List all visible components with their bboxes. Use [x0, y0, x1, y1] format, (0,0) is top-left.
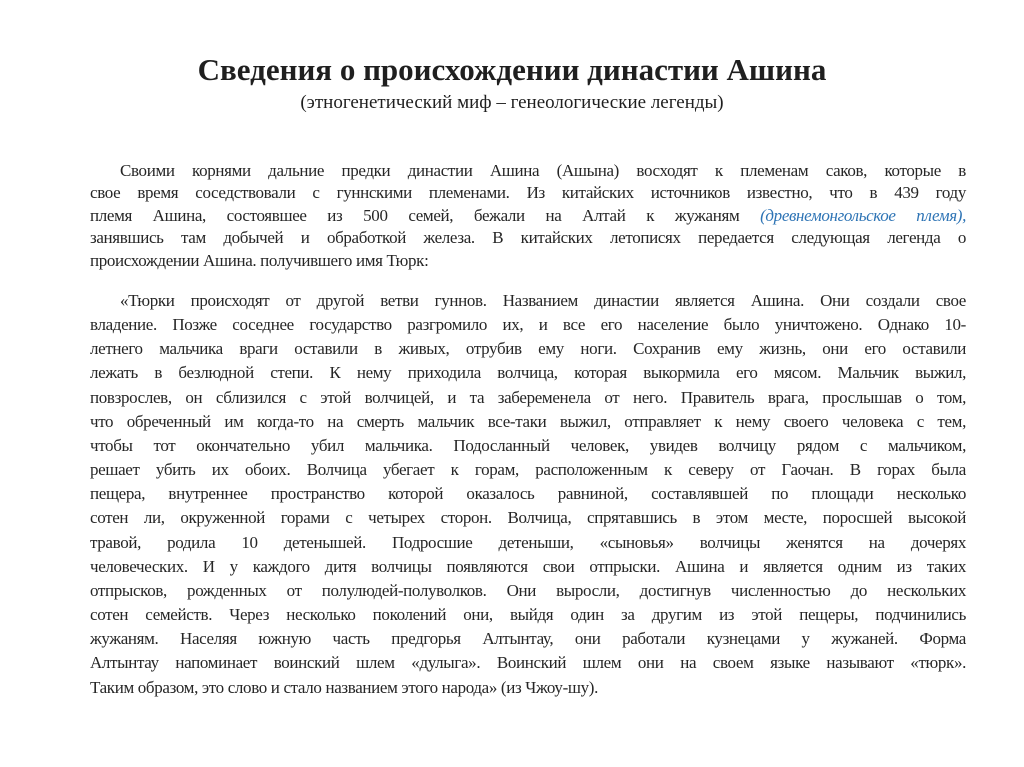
text-line: владение. Позже соседнее государство разгромило их, и все его население было уничтожено. Однако 10- — [90, 315, 966, 335]
text-line: «Тюрки происходят от другой ветви гуннов. Названием династии является Ашина. Они создали свое — [120, 291, 966, 310]
text-line: происхождении Ашина. получившего имя Тюрк: — [90, 250, 429, 270]
legend-quote-paragraph — [90, 289, 966, 700]
text-line: пещера, внутреннее пространство которой оказалось равниной, составлявшей по площади несколько — [90, 484, 966, 504]
text-line: что обреченный им когда-то на смерть мальчик все-таки выжил, отправляет к нему своего человека с тем, — [90, 411, 966, 431]
text-line: летнего мальчика враги оставили в живых, отрубив ему ноги. Сохранив ему жизнь, они его оставили — [90, 339, 966, 359]
text-line: свое время соседствовали с гуннскими племенами. Из китайских источников известно, что в 439 году — [90, 183, 966, 203]
text-line: лежать в безлюдной степи. К нему приходила волчица, которая выкормила его мясом. Мальчик выжил, — [90, 363, 966, 383]
text-line: сотен ли, окруженной горами с четырех сторон. Волчица, спрятавшись в этом месте, поросшей высокой — [90, 508, 966, 528]
text-line: человеческих. И у каждого дитя волчицы появляются свои отпрыски. Ашина и является одним из таких — [90, 556, 966, 576]
slide-subtitle: (этногенетический миф – генеологические легенды) — [300, 92, 724, 113]
text-line: жужаням. Населяя южную часть предгорья Алтынтау, они работали кузнецами у жужаней. Форма — [90, 629, 966, 649]
text-line: Алтынтау напоминает воинский шлем «дулыга». Воинский шлем они на своем языке называют «тюрк». — [90, 653, 966, 673]
text-segment: племя Ашина, состоявшее из 500 семей, бежали на Алтай к жужаням — [90, 205, 740, 225]
text-line: травой, родила 10 детенышей. Подросшие детеныши, «сыновья» волчицы женятся на дочерях — [90, 532, 966, 552]
highlighted-note: (древнемонгольское племя), — [760, 205, 966, 225]
text-line: сотен семейств. Через несколько поколений они, выйдя один за другим из этой пещеры, подчинились — [90, 605, 966, 625]
text-line — [90, 205, 966, 227]
text-line: занявшись там добычей и обработкой железа. В китайских летописях передается следующая легенда о — [90, 228, 966, 248]
text-line: Своими корнями дальние предки династии Ашина (Ашына) восходят к племенам саков, которые в — [120, 161, 966, 180]
text-line: Таким образом, это слово и стало названием этого народа» (из Чжоу-шу). — [90, 677, 598, 697]
text-line: повзрослев, он сблизился с этой волчицей, и та забеременела от него. Правитель врага, прослышав о том, — [90, 387, 966, 407]
text-line: чтобы тот окончательно убил мальчика. Подосланный человек, увидев волчицу рядом с мальчиком, — [90, 435, 966, 455]
intro-paragraph — [90, 160, 966, 272]
text-line: отпрысков, рожденных от полулюдей-полуволков. Они выросли, достигнув численностью до нескольких — [90, 580, 966, 600]
text-line: решает убить их обоих. Волчица убегает к горам, расположенным к северу от Гаочан. В горах была — [90, 460, 966, 480]
slide-title: Сведения о происхождении династии Ашина — [197, 52, 827, 87]
